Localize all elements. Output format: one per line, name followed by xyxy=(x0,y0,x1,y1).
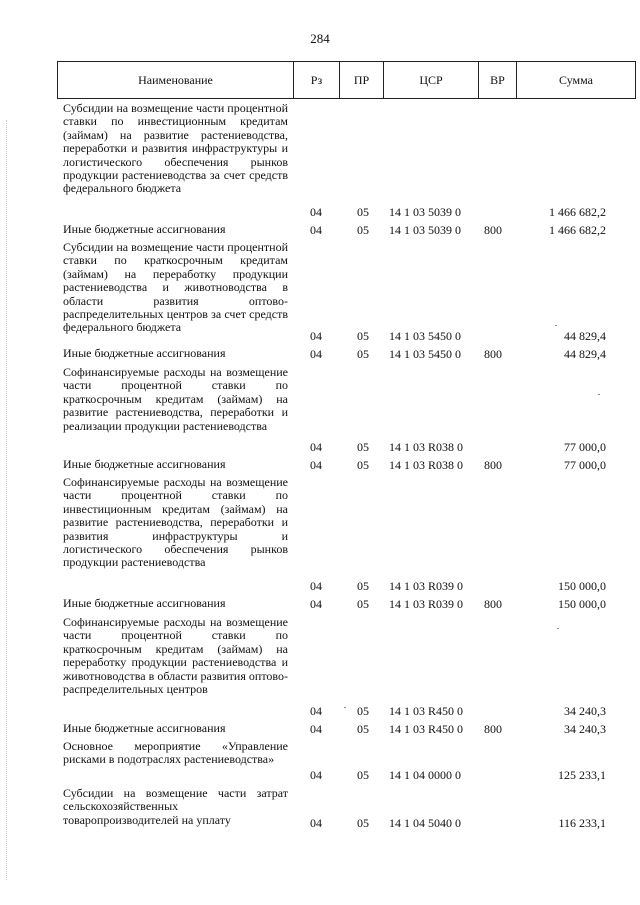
row-name: Субсидии на возмещение части затрат сельскохозяйственных товаропроизводителей на уплату xyxy=(63,786,288,827)
row-csr: 14 1 03 R038 0 xyxy=(389,457,464,472)
row-sum: 44 829,4 xyxy=(564,346,606,361)
row-pr: 05 xyxy=(357,767,369,782)
row-rz: 04 xyxy=(310,767,322,782)
row-name: Субсидии на возмещение части процентной ставки по инвестиционным кредитам (займам) на развитие растениеводства, переработки и развития инфраструктуры и логистического обеспечения рынков продукции растениеводства за счет средств федерального бюджета xyxy=(63,101,288,196)
row-name: Иные бюджетные ассигнования xyxy=(63,721,226,735)
table-row xyxy=(0,740,640,782)
row-sum: 44 829,4 xyxy=(564,328,606,343)
table-header xyxy=(57,61,636,99)
table-row xyxy=(0,102,640,219)
row-pr: 05 xyxy=(357,703,369,718)
table-row xyxy=(0,616,640,718)
row-vr: 800 xyxy=(484,346,502,361)
row-vr: 800 xyxy=(484,596,502,611)
row-rz: 04 xyxy=(310,328,322,343)
row-csr: 14 1 03 R038 0 xyxy=(389,439,464,454)
scan-speck xyxy=(598,394,600,395)
row-pr: 05 xyxy=(357,457,369,472)
row-pr: 05 xyxy=(357,328,369,343)
table-row xyxy=(0,241,640,343)
row-sum: 1 466 682,2 xyxy=(549,204,606,219)
row-rz: 04 xyxy=(310,222,322,237)
row-csr: 14 1 03 R450 0 xyxy=(389,703,464,718)
row-csr: 14 1 03 R039 0 xyxy=(389,578,464,593)
row-sum: 1 466 682,2 xyxy=(549,222,606,237)
row-rz: 04 xyxy=(310,439,322,454)
row-sum: 77 000,0 xyxy=(564,439,606,454)
row-name: Иные бюджетные ассигнования xyxy=(63,596,226,610)
row-pr: 05 xyxy=(357,439,369,454)
row-rz: 04 xyxy=(310,578,322,593)
row-sum: 34 240,3 xyxy=(564,703,606,718)
row-csr: 14 1 03 5039 0 xyxy=(389,204,461,219)
row-vr: 800 xyxy=(484,721,502,736)
header-vr: ВР xyxy=(479,62,517,99)
header-pr: ПР xyxy=(340,62,384,99)
row-csr: 14 1 03 5039 0 xyxy=(389,222,461,237)
row-sum: 150 000,0 xyxy=(558,596,606,611)
table-row xyxy=(0,223,640,237)
row-pr: 05 xyxy=(357,578,369,593)
page-number: 284 xyxy=(310,31,330,46)
row-pr: 05 xyxy=(357,596,369,611)
row-vr: 800 xyxy=(484,457,502,472)
table-row xyxy=(0,476,640,593)
row-sum: 150 000,0 xyxy=(558,578,606,593)
header-name: Наименование xyxy=(58,62,294,99)
row-csr: 14 1 04 0000 0 xyxy=(389,767,461,782)
row-pr: 05 xyxy=(357,815,369,830)
row-sum: 125 233,1 xyxy=(558,767,606,782)
table-row xyxy=(0,787,640,830)
row-name: Основное мероприятие «Управление рисками в подотраслях растениеводства» xyxy=(63,739,288,767)
scan-speck xyxy=(557,628,559,629)
row-name: Софинансируемые расходы на возмещение части процентной ставки по инвестиционным кредитам (займам) на развитие растениеводства, переработки и развития инфраструктуры и логистического обеспечения рынков продукции растениеводства xyxy=(63,475,288,570)
row-pr: 05 xyxy=(357,346,369,361)
row-name: Субсидии на возмещение части процентной ставки по краткосрочным кредитам (займам) на переработку продукции растениеводства и животноводства в области развития оптово-распределительных центров за счет средств федерального бюджета xyxy=(63,240,288,335)
row-rz: 04 xyxy=(310,596,322,611)
row-pr: 05 xyxy=(357,721,369,736)
row-name: Иные бюджетные ассигнования xyxy=(63,222,226,236)
row-csr: 14 1 03 5450 0 xyxy=(389,328,461,343)
row-rz: 04 xyxy=(310,815,322,830)
row-vr: 800 xyxy=(484,222,502,237)
row-csr: 14 1 04 5040 0 xyxy=(389,815,461,830)
header-csr: ЦСР xyxy=(384,62,479,99)
table-row xyxy=(0,347,640,361)
table-row xyxy=(0,366,640,454)
row-name: Софинансируемые расходы на возмещение части процентной ставки по краткосрочным кредитам (займам) на развитие растениеводства, переработки и реализации продукции растениеводства xyxy=(63,365,288,433)
scan-speck xyxy=(555,325,557,326)
row-csr: 14 1 03 R039 0 xyxy=(389,596,464,611)
row-pr: 05 xyxy=(357,222,369,237)
row-csr: 14 1 03 R450 0 xyxy=(389,721,464,736)
row-rz: 04 xyxy=(310,457,322,472)
row-name: Софинансируемые расходы на возмещение части процентной ставки по краткосрочным кредитам (займам) на переработку продукции растениеводства и животноводства в области развития оптово-распределительных центров xyxy=(63,615,288,697)
row-sum: 34 240,3 xyxy=(564,721,606,736)
row-rz: 04 xyxy=(310,703,322,718)
header-sum: Сумма xyxy=(517,62,636,99)
table-row xyxy=(0,458,640,472)
row-sum: 77 000,0 xyxy=(564,457,606,472)
row-rz: 04 xyxy=(310,346,322,361)
scan-speck xyxy=(344,707,346,708)
row-sum: 116 233,1 xyxy=(558,815,606,830)
table-row xyxy=(0,597,640,611)
row-name: Иные бюджетные ассигнования xyxy=(63,346,226,360)
row-rz: 04 xyxy=(310,204,322,219)
row-pr: 05 xyxy=(357,204,369,219)
header-rz: Рз xyxy=(294,62,340,99)
row-name: Иные бюджетные ассигнования xyxy=(63,457,226,471)
row-rz: 04 xyxy=(310,721,322,736)
row-csr: 14 1 03 5450 0 xyxy=(389,346,461,361)
table-row xyxy=(0,722,640,736)
